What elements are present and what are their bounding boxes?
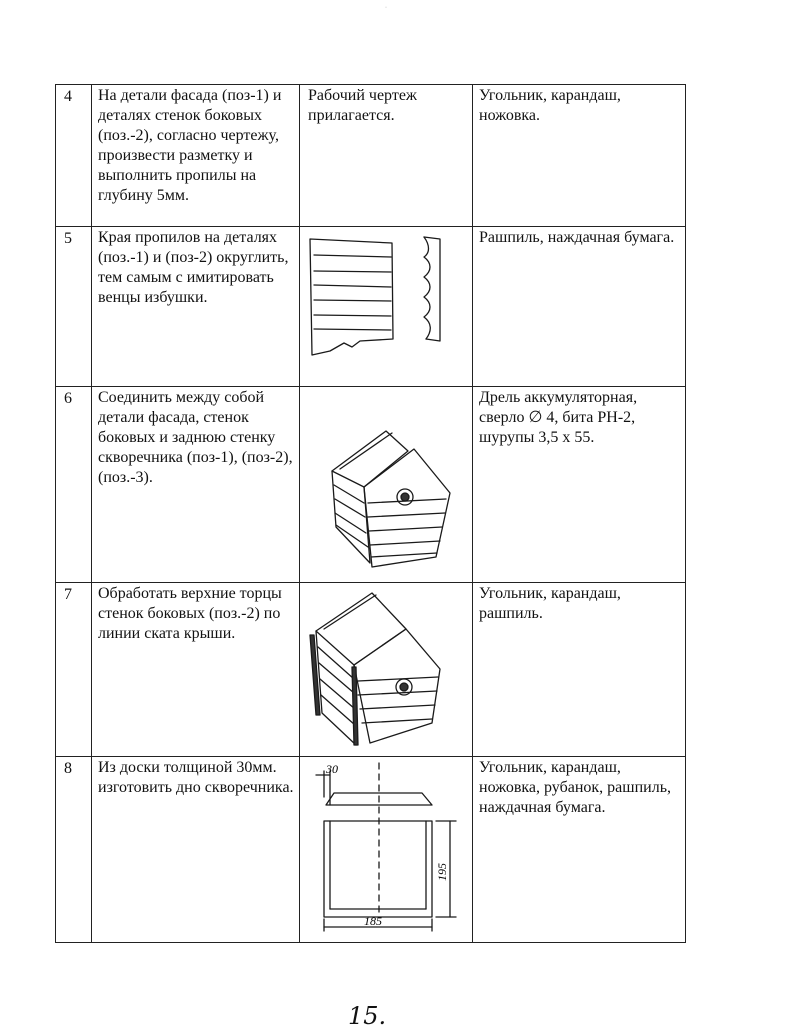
- step-number: 8: [56, 757, 92, 943]
- step-number: 7: [56, 583, 92, 757]
- table-row: [56, 387, 686, 583]
- step-tools: Угольник, карандаш, ножовка.: [473, 85, 686, 227]
- page-number: 15.: [348, 1002, 387, 1030]
- table-row: [56, 85, 686, 227]
- step-tools: Угольник, карандаш, ножовка, рубанок, рашпиль, наждачная бумага.: [473, 757, 686, 943]
- step-description: Соединить между собой детали фасада, стенок боковых и заднюю стенку скворечника (поз-1), (поз-2), (поз.-3).: [92, 387, 300, 583]
- step-number: 5: [56, 227, 92, 387]
- step-drawing-cell: [300, 583, 473, 757]
- scan-mark: ·: [385, 5, 387, 11]
- step-description: Края пропилов на деталях (поз.-1) и (поз-2) округлить, тем самым с имитировать венцы избушки.: [92, 227, 300, 387]
- birdhouse-assembly-sketch: [300, 387, 472, 581]
- step-description: На детали фасада (поз-1) и деталях стенок боковых (поз.-2), согласно чертежу, произвести разметку и выполнить пропилы на глубину 5мм.: [92, 85, 300, 227]
- birdhouse-top-edge-sketch: [300, 583, 472, 755]
- step-tools: Дрель аккумуляторная, сверло ∅ 4, бита PH-2, шурупы 3,5 х 55.: [473, 387, 686, 583]
- bottom-board-drawing: [300, 757, 472, 941]
- table-row: [56, 227, 686, 387]
- step-drawing-cell: [300, 85, 473, 227]
- step-drawing-cell: [300, 757, 473, 943]
- log-cuts-sketch: [300, 227, 472, 385]
- step-description: Из доски толщиной 30мм. изготовить дно скворечника.: [92, 757, 300, 943]
- drawing-note: Рабочий чертеж прилагается.: [308, 87, 417, 124]
- step-tools: Угольник, карандаш, рашпиль.: [473, 583, 686, 757]
- step-tools: Рашпиль, наждачная бумага.: [473, 227, 686, 387]
- step-description: Обработать верхние торцы стенок боковых (поз.-2) по линии ската крыши.: [92, 583, 300, 757]
- step-number: 4: [56, 85, 92, 227]
- table-row: [56, 757, 686, 943]
- table-row: [56, 583, 686, 757]
- step-drawing-cell: [300, 227, 473, 387]
- height-dim: 195: [435, 863, 449, 881]
- thickness-dim: 30: [326, 762, 338, 776]
- step-number: 6: [56, 387, 92, 583]
- process-table: [55, 84, 686, 943]
- step-drawing-cell: [300, 387, 473, 583]
- width-dim: 185: [364, 914, 382, 928]
